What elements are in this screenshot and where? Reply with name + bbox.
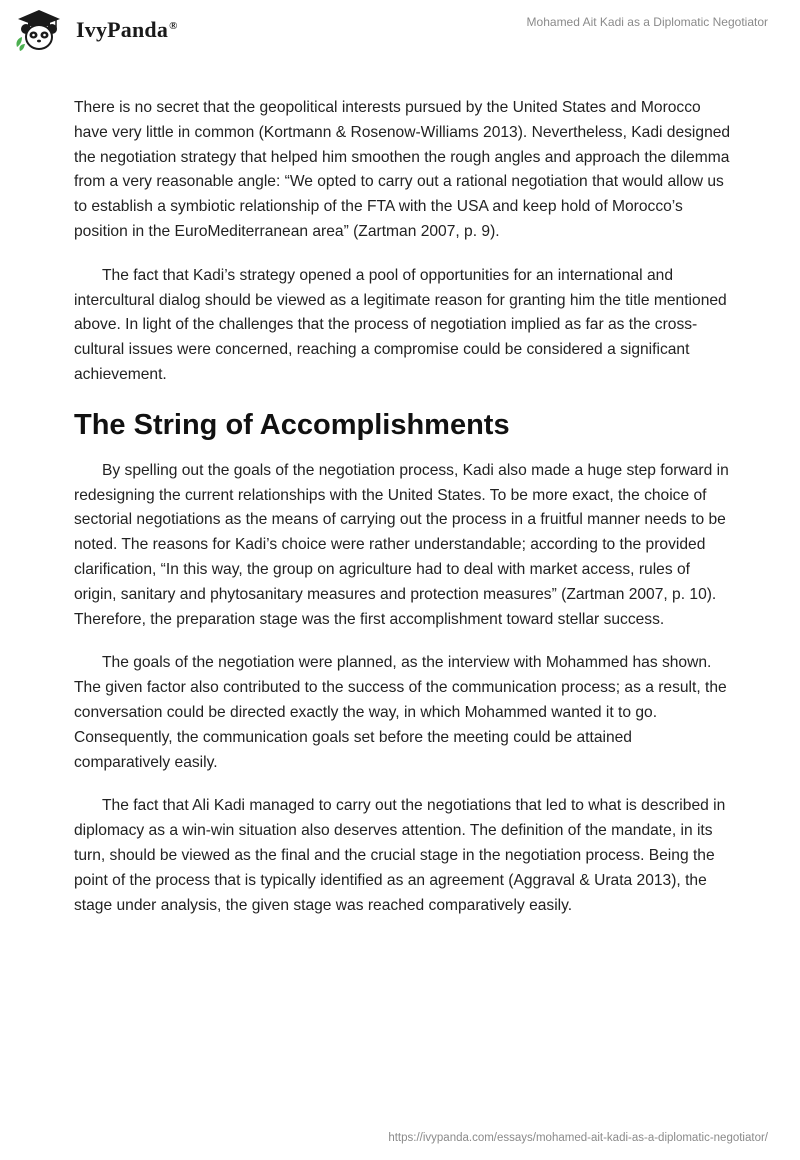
paragraph: The fact that Kadi’s strategy opened a pool of opportunities for an international and intercultural dialog should be viewed as a legitimate reason for granting him the title mentioned above. In light of the challenges that the process of negotiation implied as far as the cross-cultural issues were concerned, reaching a compromise could be considered a significant achievement.: [74, 266, 727, 383]
paragraph: The fact that Ali Kadi managed to carry out the negotiations that led to what is described in diplomacy as a win-win situation also deserves attention. The definition of the mandate, in its turn, should be viewed as the final and the crucial stage in the negotiation process. Being the point of the process that is typically identified as an agreement (Aggraval & Urata 2013), the stage under analysis, the given stage was reached comparatively easily.: [74, 797, 726, 914]
ivypanda-logo[interactable]: [14, 8, 178, 52]
paragraph: The goals of the negotiation were planned, as the interview with Mohammed has shown. The given factor also contributed to the success of the communication process; as a result, the conversation could be directed exactly the way, in which Mohammed wanted it to go. Consequently, the communication goals set before the meeting could be attained comparatively easily.: [74, 654, 727, 771]
panda-graduation-cap-icon: [14, 7, 64, 53]
source-url[interactable]: https://ivypanda.com/essays/mohamed-ait-kadi-as-a-diplomatic-negotiator/: [388, 1132, 768, 1144]
paragraph: By spelling out the goals of the negotiation process, Kadi also made a huge step forward in redesigning the current relationships with the United States. To be more exact, the choice of sectorial negotiations as the means of carrying out the process in a fruitful manner needs to be noted. The reasons for Kadi’s choice were rather understandable; according to the provided clarification, “In this way, the group on agriculture had to deal with market access, rules of origin, sanitary and phytosanitary measures and protection measures” (Zartman 2007, p. 10). Therefore, the preparation stage was the first accomplishment toward stellar success.: [74, 461, 729, 628]
essay-content: [74, 96, 732, 937]
section-heading: The String of Accomplishments: [74, 408, 510, 441]
brand-name: IvyPanda®: [76, 17, 178, 42]
page-header: [0, 0, 800, 60]
document-title: Mohamed Ait Kadi as a Diplomatic Negotiator: [526, 15, 768, 29]
paragraph: There is no secret that the geopolitical interests pursued by the United States and Morocco have very little in common (Kortmann & Rosenow-Williams 2013). Nevertheless, Kadi designed the negotiation strategy that helped him smoothen the rough angles and approach the dilemma from a very reasonable angle: “We opted to carry out a rational negotiation that would allow us to establish a symbiotic relationship of the FTA with the USA and keep hold of Morocco’s position in the EuroMediterranean area” (Zartman 2007, p. 9).: [74, 99, 731, 240]
